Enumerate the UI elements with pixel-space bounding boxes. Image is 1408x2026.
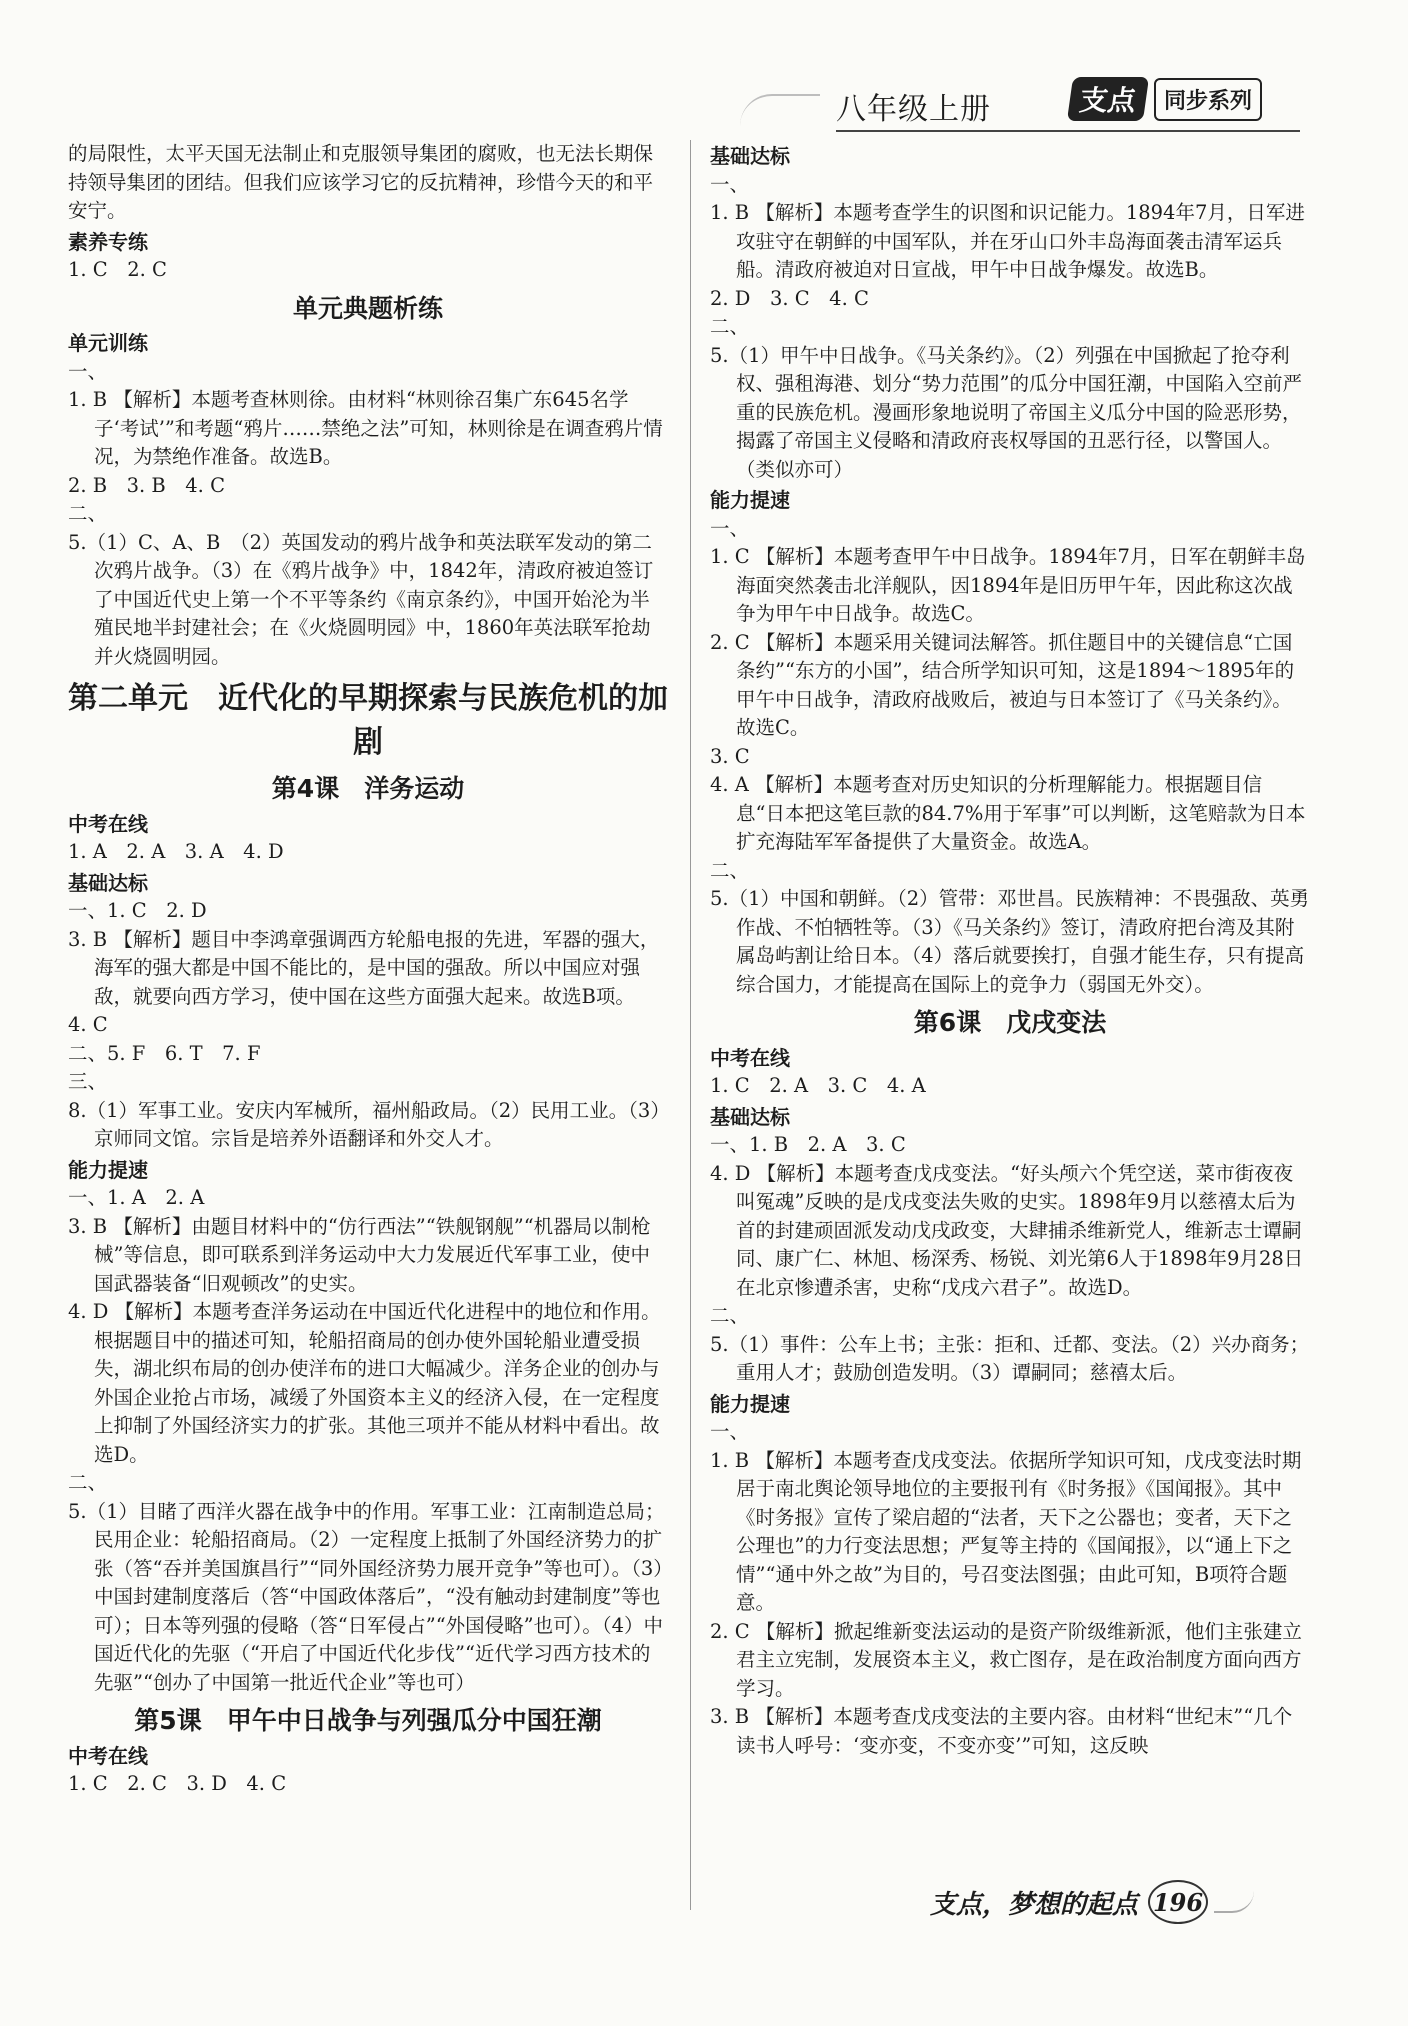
text-line: 一、1. C 2. D [68,899,207,922]
column-divider [690,140,691,1910]
section-heading: 素养专练 [68,229,148,254]
text-line: 1. C 2. C [68,258,167,281]
text-line: 1. A 2. A 3. A 4. D [68,840,284,863]
text-line: 二、 [710,858,750,882]
text-line: 一、 [68,359,108,383]
text-line: 二、 [68,1471,108,1494]
lesson-title: 第5课 甲午中日战争与列强瓜分中国狂潮 [134,1706,602,1735]
text-line: 1. C 2. C 3. D 4. C [68,1772,287,1795]
answer-item: 2. C 【解析】掀起维新变法运动的是资产阶级维新派，他们主张建立君主立宪制，发展资本主义，救亡图存，是在政治制度方面向西方学习。 [710,1619,1302,1700]
answer-item: 5.（1）中国和朝鲜。（2）管带：邓世昌。民族精神：不畏强敌、英勇作战、不怕牺牲等。（3）《马关条约》签订，清政府把台湾及其附属岛屿割让给日本。（4）落后就要挨打，自强才能生存，只有提高综合国力，才能提高在国际上的竞争力（弱国无外交）。 [710,887,1310,996]
answer-item: 3. B 【解析】由题目材料中的“仿行西法”“铁舰钢舰”“机器局以制枪械”等信息，即可联系到洋务运动中大力发展近代军事工业，使中国武器装备“旧观顿改”的史实。 [68,1214,651,1295]
series-label: 同步系列 [1154,78,1262,121]
section-heading: 能力提速 [68,1157,148,1182]
answer-item: 5.（1）甲午中日战争。《马关条约》。（2）列强在中国掀起了抢夺利权、强租海港、划分“势力范围”的瓜分中国狂潮，中国陷入空前严重的民族危机。漫画形象地说明了帝国主义瓜分中国的险恶形势，揭露了帝国主义侵略和清政府丧权辱国的丑恶行径，以警国人。（类似亦可） [710,343,1302,481]
answer-item: 3. B 【解析】题目中李鸿章强调西方轮船电报的先进，军器的强大，海军的强大都是中国不能比的，是中国的强敌。所以中国应对强敌，就要向西方学习，使中国在这些方面强大起来。故选B项。 [68,927,660,1008]
left-column [68,140,668,1799]
unit-title: 第二单元 近代化的早期探索与民族危机的加剧 [68,681,668,760]
answer-item: 1. B 【解析】本题考查戊戌变法。依据所学知识可知，戊戌变法时期居于南北舆论领导地位的主要报刊有《时务报》《国闻报》。其中《时务报》宣传了梁启超的“法者，天下之公器也；变者，天下之公理也”的力行变法思想；严复等主持的《国闻报》，以“通上下之情”“通中外之故”为目的，号召变法图强；由此可知，B项符合题意。 [710,1448,1302,1614]
header-rule [836,130,1300,132]
text-line: 的局限性，太平天国无法制止和克服领导集团的腐败，也无法长期保持领导集团的团结。但我们应该学习它的反抗精神，珍惜今天的和平安宁。 [68,142,654,222]
section-heading: 基础达标 [68,870,148,895]
answer-item: 3. B 【解析】本题考查戊戌变法的主要内容。由材料“世纪末”“几个读书人呼号：‘变亦变，不变亦变’”可知，这反映 [710,1705,1293,1757]
right-column [710,140,1310,1760]
section-heading: 单元训练 [68,331,148,355]
answer-item: 5.（1）C、A、B （2）英国发动的鸦片战争和英法联军发动的第二次鸦片战争。（3）在《鸦片战争》中，1842年，清政府被迫签订了中国近代史上第一个不平等条约《南京条约》，中国开始沦为半殖民地半封建社会；在《火烧圆明园》中，1860年英法联军抢劫并火烧圆明园。 [68,530,654,668]
text-line: 一、1. A 2. A [68,1186,205,1209]
text-line: 2. B 3. B 4. C [68,473,225,497]
footer-slogan: 支点，梦想的起点 [930,1889,1139,1920]
text-line: 一、 [710,516,750,540]
answer-item: 2. C 【解析】本题采用关键词法解答。抓住题目中的关键信息“亡国条约”“东方的小国”，结合所学知识可知，这是1894～1895年的甲午中日战争，清政府战败后，被迫与日本签订了《马关条约》。故选C。 [710,630,1295,739]
answer-item: 1. B 【解析】本题考查林则徐。由材料“林则徐召集广东645名学子‘考试’”和考题“鸦片……禁绝之法”可知，林则徐是在调查鸦片情况，为禁绝作准备。故选B。 [68,388,663,468]
answer-item: 4. A 【解析】本题考查对历史知识的分析理解能力。根据题目信息“日本把这笔巨款的84.7%用于军事”可以判断，这笔赔款为日本扩充海陆军军备提供了大量资金。故选A。 [710,773,1306,853]
answer-item: 5.（1）事件：公车上书；主张：拒和、迁都、变法。（2）兴办商务；重用人才；鼓励创造发明。（3）谭嗣同；慈禧太后。 [710,1332,1310,1384]
section-heading: 能力提速 [710,1391,790,1416]
answer-item: 1. B 【解析】本题考查学生的识图和识记能力。1894年7月，日军进攻驻守在朝鲜的中国军队，并在牙山口外丰岛海面袭击清军运兵船。清政府被迫对日宣战，甲午中日战争爆发。故选B。 [710,201,1305,281]
section-heading: 中考在线 [68,811,148,836]
lesson-title: 第4课 洋务运动 [271,774,465,803]
watermark-logo [1160,1910,1380,2010]
text-line: 一、 [710,1420,750,1443]
text-line: 三、 [68,1070,108,1093]
page-number: 196 [1148,1880,1208,1924]
text-line: 二、 [68,502,108,525]
brand-logo [1070,74,1270,124]
text-line: 一、 [710,172,750,196]
answer-item: 4. D 【解析】本题考查戊戌变法。“好头颅六个凭空送，菜市街夜夜叫冤魂”反映的是戊戌变法失败的史实。1898年9月以慈禧太后为首的封建顽固派发动戊戌政变，大肆捕杀维新党人，维新志士谭嗣同、康广仁、林旭、杨深秀、杨锐、刘光第6人于1898年9月28日在北京惨遭杀害，史称“戊戌六君子”。故选D。 [710,1161,1304,1299]
page-header [740,64,1300,144]
answer-item: 4. D 【解析】本题考查洋务运动在中国近代化进程中的地位和作用。根据题目中的描述可知，轮船招商局的创办使外国轮船业遭受损失，湖北织布局的创办使洋布的进口大幅减少。洋务企业的创办与外国企业抢占市场，减缓了外国资本主义的经济入侵，在一定程度上抑制了外国经济实力的扩张。其他三项并不能从材料中看出。故选D。 [68,1300,661,1466]
text-line: 3. C [710,744,750,768]
text-line: 4. C [68,1013,108,1036]
answer-item: 1. C 【解析】本题考查甲午中日战争。1894年7月，日军在朝鲜丰岛海面突然袭击北洋舰队，因1894年是旧历甲午年，因此称这次战争为甲午中日战争。故选C。 [710,545,1306,625]
section-heading: 基础达标 [710,1104,790,1129]
answer-item: 5.（1）目睹了西洋火器在战争中的作用。军事工业：江南制造总局；民用企业：轮船招商局。（2）一定程度上抵制了外国经济势力的扩张（答“吞并美国旗昌行”“同外国经济势力展开竞争”等也可）。（3）中国封建制度落后（答“中国政体落后”，“没有触动封建制度”等也可）；日本等列强的侵略（答“日军侵占”“外国侵略”也可）。（4）中国近代化的先驱（“开启了中国近代化步伐”“近代学习西方技术的先驱”“创办了中国第一批近代企业”等也可） [68,1499,665,1694]
answer-item: 8.（1）军事工业。安庆内军械所，福州船政局。（2）民用工业。（3）京师同文馆。宗旨是培养外语翻译和外交人才。 [68,1098,661,1150]
text-line: 2. D 3. C 4. C [710,286,869,310]
lesson-title: 第6课 戊戌变法 [913,1008,1107,1037]
lesson-title: 单元典题析练 [292,293,443,323]
grade-title: 八年级上册 [836,92,991,127]
header-swoosh-decoration [740,94,820,126]
brand-logo-mark: 支点 [1067,77,1149,121]
text-line: 1. C 2. A 3. C 4. A [710,1074,926,1097]
section-heading: 中考在线 [710,1045,790,1070]
text-line: 二、5. F 6. T 7. F [68,1041,261,1065]
section-heading: 基础达标 [710,144,790,168]
text-line: 二、 [710,315,750,338]
text-line: 一、1. B 2. A 3. C [710,1133,906,1156]
section-heading: 中考在线 [68,1743,148,1768]
section-heading: 能力提速 [710,488,790,512]
text-line: 二、 [710,1304,750,1327]
